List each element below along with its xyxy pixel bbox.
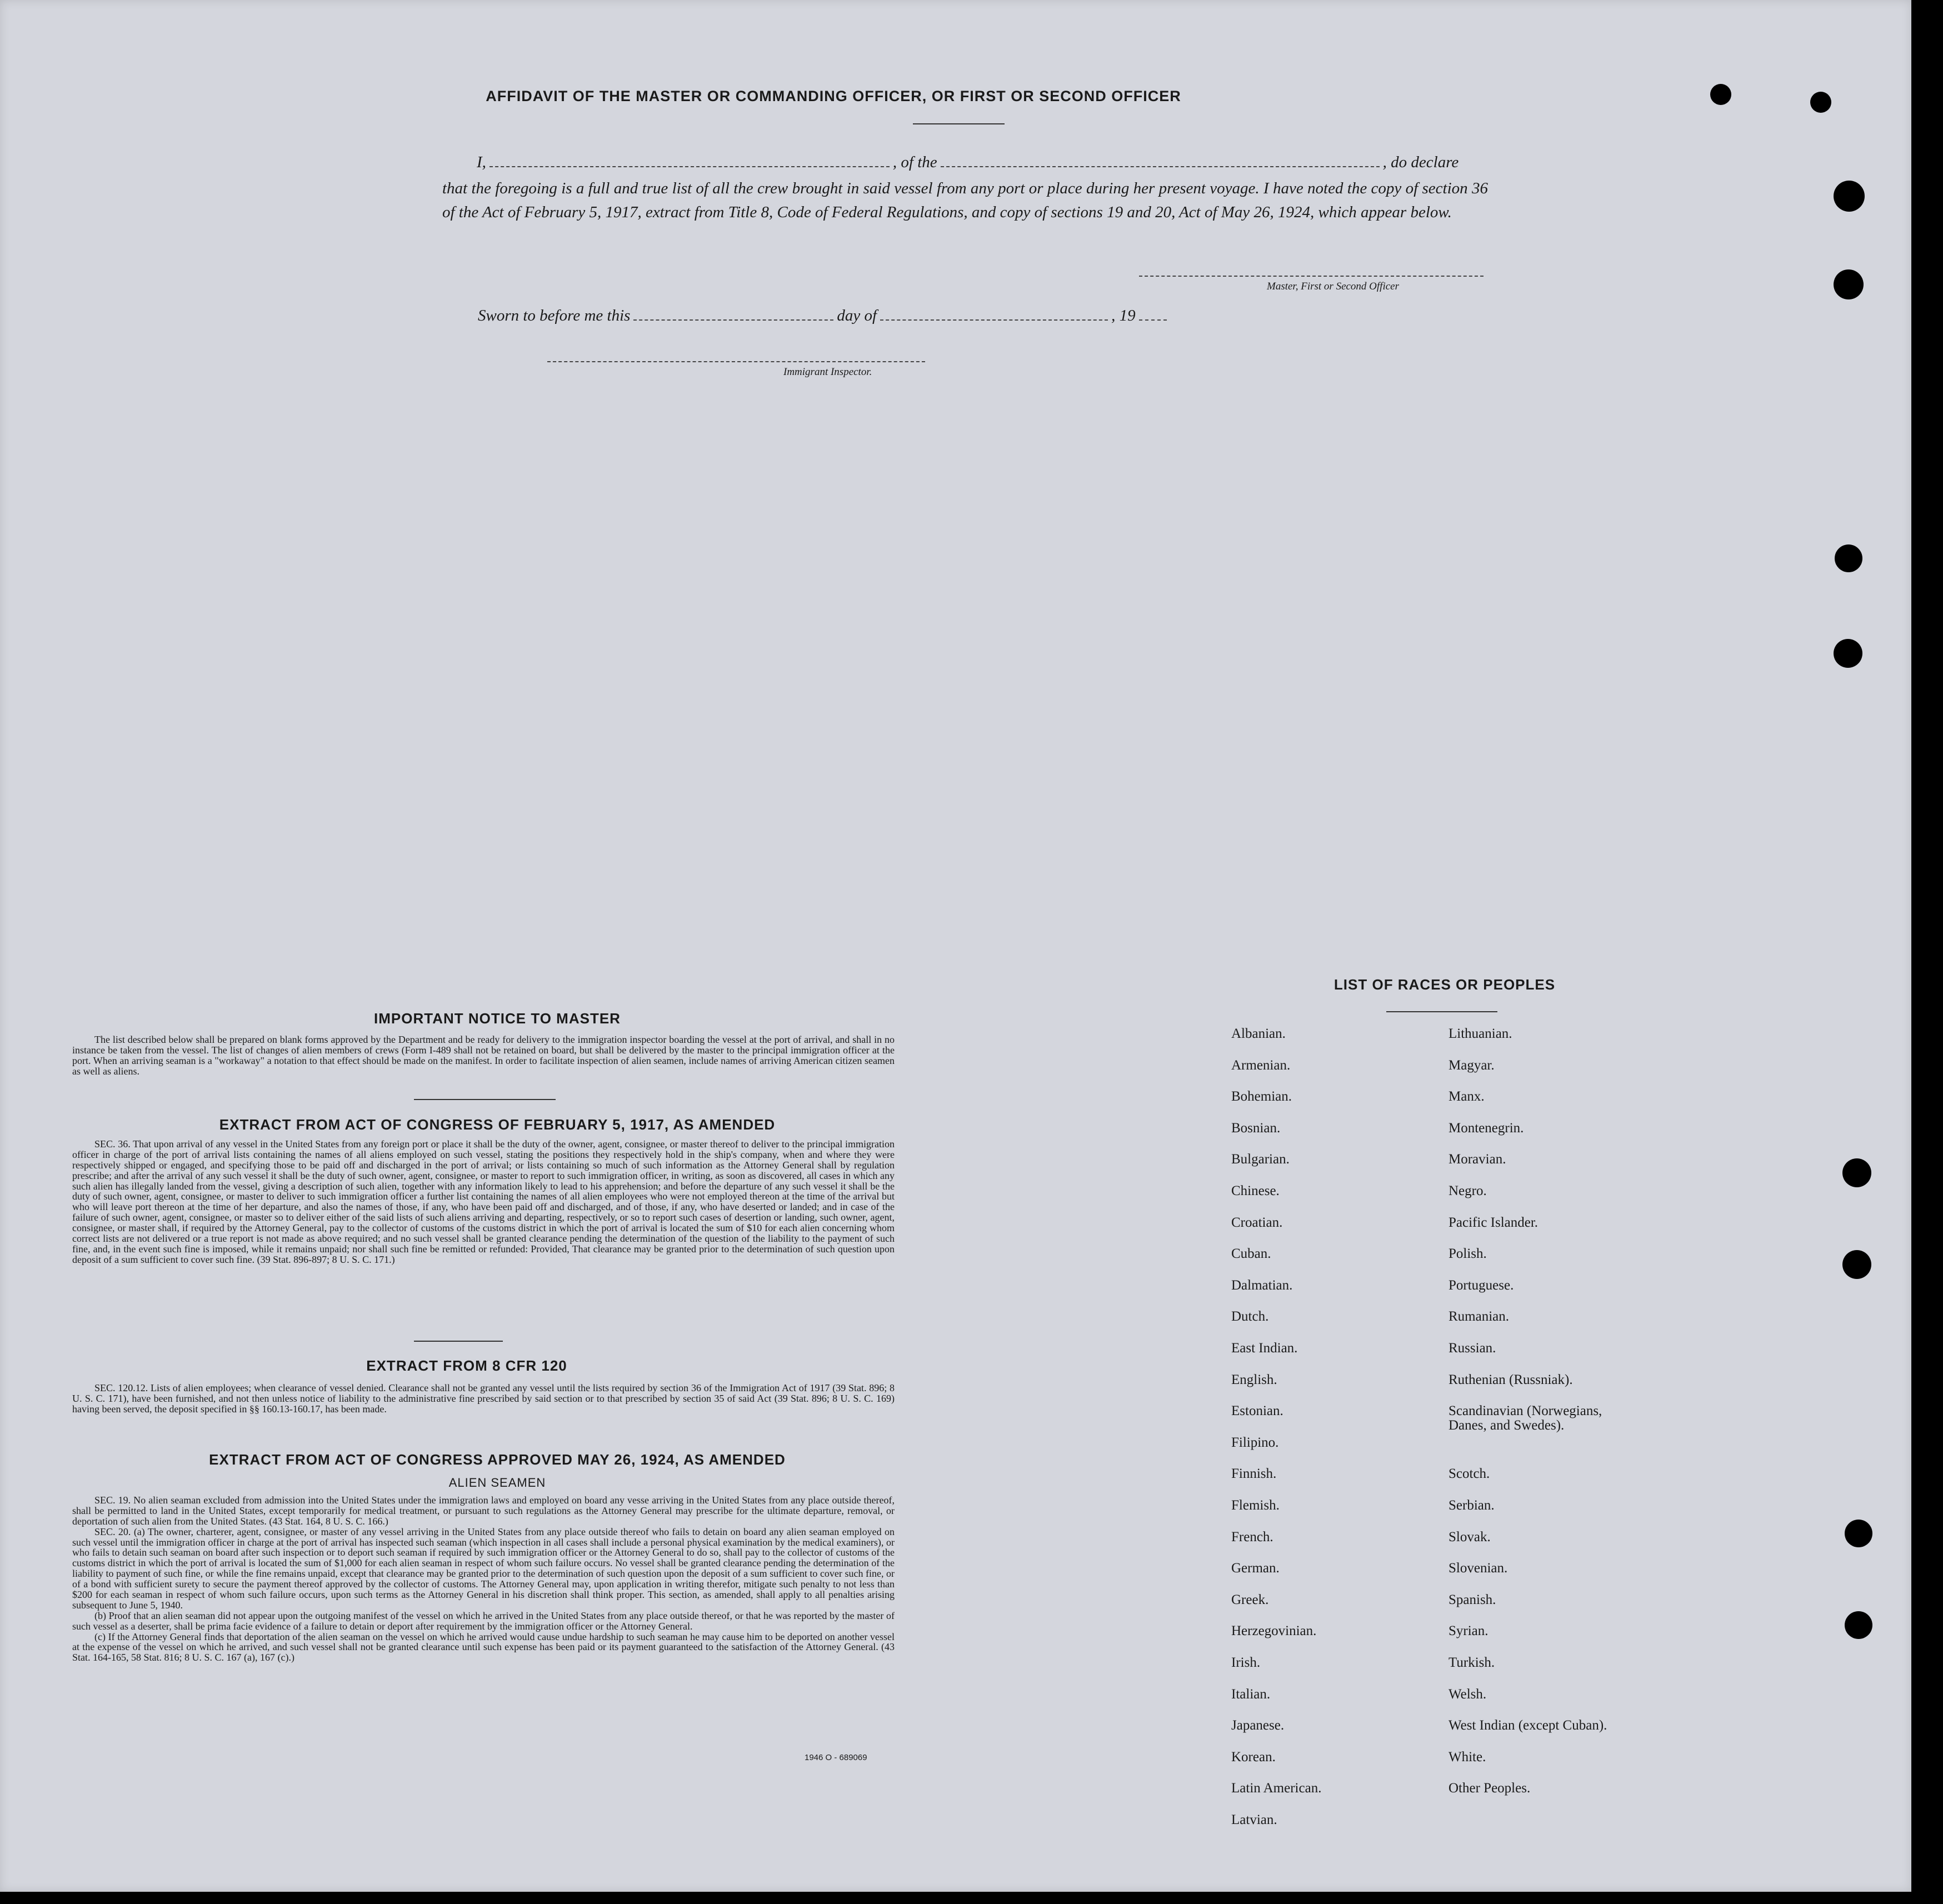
year-label: , 19 xyxy=(1111,307,1136,324)
extract-1917-text xyxy=(72,1139,895,1265)
race-item: West Indian (except Cuban). xyxy=(1448,1718,1607,1733)
i-label: I, xyxy=(477,153,486,171)
punch-hole xyxy=(1845,1611,1872,1639)
section-20a-paragraph: SEC. 20. (a) The owner, charterer, agent, consignee, or master of any vessel arriving in the United States from any place outside thereof who fails to detain on board any alien seaman employed on such vessel until the immigration officer in charge at the port of arrival has inspected such seaman (which inspection in all cases shall include a personal physical examination by the medical examiners), or who fails to detain such seaman on board after such inspection or to deport such seaman if required by such immigration officer or the Attorney General to do so, shall pay to the collector of customs of the customs district in which the port of arrival is located the sum of $1,000 for each alien seaman in respect of whom such failure occurs. No vessel shall be granted clearance pending the determination of the liability to payment of such fine, or while the fine remains unpaid, except that clearance may be granted prior to the determination of such question upon the deposit of a sum sufficient to cover such fine, or of a bond with sufficient surety to secure the payment thereof approved by the collector of customs. The Attorney General may, upon application in writing therefor, mitigate such penalty to not less than $200 for each seaman in respect of whom such failure occurs, upon such terms as the Attorney General in his discretion shall think proper. This section, as amended, shall apply to all penalties arising subsequent to June 5, 1940. xyxy=(72,1526,895,1611)
races-title: LIST OF RACES OR PEOPLES xyxy=(1333,976,1556,993)
inspector-caption: Immigrant Inspector. xyxy=(783,366,872,378)
extract-cfr-text xyxy=(72,1383,895,1415)
affidavit-body: that the foregoing is a full and true list of all the crew brought in said vessel from any port or place during her present voyage. I have noted the copy of section 36 of the Act of February 5, 1917, extract from Title 8, Code of Federal Regulations, and copy of sections 19 and 20, Act of May 26, 1924, which appear below. xyxy=(442,179,1488,221)
section-20b-paragraph: (b) Proof that an alien seaman did not appear upon the outgoing manifest of the vessel on which he arrived in the United States from any place outside thereof, or that he was reported by the master of such vessel as a deserter, shall be prima facie evidence of a failure to detain or deport after requirement by the immigration officer or the Attorney General. xyxy=(72,1610,895,1632)
punch-hole xyxy=(1835,544,1862,572)
extract-cfr-paragraph: SEC. 120.12. Lists of alien employees; when clearance of vessel denied. Clearance shall not be granted any vessel until the lists required by section 36 of the Immigration Act of 1917 (39 Stat. 896; 8 U. S. C. 171), have been furnished, and not then unless notice of liability to the administrative fine prescribed by said section or to that prescribed by section 35 of said Act (39 Stat. 896; 8 U. S. C. 169) having been served, the deposit specified in §§ 160.13-160.17, has been made. xyxy=(72,1382,895,1415)
section-19-paragraph: SEC. 19. No alien seaman excluded from admission into the United States under the immigration laws and employed on board any vesse arriving in the United States from any place outside thereof, shall be permitted to land in the United States, except temporarily for medical treatment, or pursuant to such regulations as the Attorney General may prescribe for the ultimate departure, removal, or deportation of such alien from the United States. (43 Stat. 164, 8 U. S. C. 166.) xyxy=(72,1495,895,1527)
race-item: Magyar. xyxy=(1448,1057,1495,1073)
race-item: Bohemian. xyxy=(1231,1089,1292,1105)
of-the-label: , of the xyxy=(892,153,937,171)
race-item: Herzegovinian. xyxy=(1231,1623,1317,1639)
punch-hole xyxy=(1710,84,1731,105)
day-of-label: day of xyxy=(837,307,877,324)
name-field[interactable] xyxy=(490,166,890,167)
race-item: Pacific Islander. xyxy=(1448,1215,1539,1230)
punch-hole xyxy=(1845,1520,1872,1547)
race-item: Slovak. xyxy=(1448,1529,1491,1545)
race-item: Slovenian. xyxy=(1448,1561,1508,1576)
notice-title: IMPORTANT NOTICE TO MASTER xyxy=(374,1010,621,1027)
race-item: Rumanian. xyxy=(1448,1309,1510,1325)
race-item: French. xyxy=(1231,1529,1273,1545)
sworn-label: Sworn to before me this xyxy=(478,307,631,324)
punch-hole xyxy=(1834,639,1862,668)
punch-hole xyxy=(1834,181,1865,212)
race-item: Italian. xyxy=(1231,1686,1271,1702)
race-item: Armenian. xyxy=(1231,1057,1291,1073)
race-item: Cuban. xyxy=(1231,1246,1271,1262)
divider xyxy=(913,123,1005,124)
race-item: Bulgarian. xyxy=(1231,1152,1290,1167)
vessel-field[interactable] xyxy=(941,166,1380,167)
race-item: Polish. xyxy=(1448,1246,1487,1262)
race-item: English. xyxy=(1231,1372,1277,1387)
race-item: Scandinavian (Norwegians, Danes, and Swedes). xyxy=(1448,1403,1602,1433)
notice-text xyxy=(72,1035,895,1077)
race-item: Lithuanian. xyxy=(1448,1026,1512,1041)
race-item: Chinese. xyxy=(1231,1183,1280,1198)
race-item: Flemish. xyxy=(1231,1498,1280,1513)
year-field[interactable] xyxy=(1139,319,1167,321)
sworn-line xyxy=(478,307,1256,325)
divider xyxy=(414,1341,503,1342)
master-caption: Master, First or Second Officer xyxy=(1267,281,1400,292)
race-item: Scotch. xyxy=(1448,1466,1490,1482)
race-item: Filipino. xyxy=(1231,1435,1279,1450)
extract-cfr-title: EXTRACT FROM 8 CFR 120 xyxy=(366,1357,567,1374)
affidavit-title: AFFIDAVIT OF THE MASTER OR COMMANDING OFFICER, OR FIRST OR SECOND OFFICER xyxy=(486,88,1181,104)
race-item: Ruthenian (Russniak). xyxy=(1448,1372,1573,1387)
month-field[interactable] xyxy=(880,319,1108,321)
race-item: Portuguese. xyxy=(1448,1277,1514,1293)
race-item: Irish. xyxy=(1231,1655,1261,1670)
divider xyxy=(414,1099,556,1100)
extract-1924-subtitle: ALIEN SEAMEN xyxy=(448,1476,546,1490)
section-20c-paragraph: (c) If the Attorney General finds that deportation of the alien seaman on the vessel on which he arrived would cause undue hardship to such seaman he may cause him to be deported on another vessel at the expense of the vessel on which he arrived, and such vessel shall not be granted clearance until such expense has been paid or its payment guaranteed to the satisfaction of the Attorney General. (43 Stat. 164-165, 58 Stat. 816; 8 U. S. C. 167 (a), 167 (c).) xyxy=(72,1631,895,1663)
race-item: Moravian. xyxy=(1448,1152,1506,1167)
race-item: Dutch. xyxy=(1231,1309,1269,1325)
inspector-signature-line[interactable] xyxy=(547,361,925,362)
race-item: Other Peoples. xyxy=(1448,1781,1531,1796)
race-item: Estonian. xyxy=(1231,1403,1283,1419)
do-declare-label: , do declare xyxy=(1382,153,1459,171)
race-item: Korean. xyxy=(1231,1749,1276,1765)
race-item: Turkish. xyxy=(1448,1655,1495,1670)
punch-hole xyxy=(1834,269,1864,299)
race-item: Montenegrin. xyxy=(1448,1120,1524,1136)
race-item: Bosnian. xyxy=(1231,1120,1281,1136)
day-field[interactable] xyxy=(633,319,833,321)
race-item: Syrian. xyxy=(1448,1623,1489,1639)
extract-1917-title: EXTRACT FROM ACT OF CONGRESS OF FEBRUARY 5, 1917, AS AMENDED xyxy=(219,1116,776,1133)
extract-1924-title: EXTRACT FROM ACT OF CONGRESS APPROVED MAY 26, 1924, AS AMENDED xyxy=(209,1451,786,1468)
extract-1924-text xyxy=(72,1495,895,1663)
race-item: Russian. xyxy=(1448,1341,1496,1356)
race-item: Greek. xyxy=(1231,1592,1269,1607)
race-item: Manx. xyxy=(1448,1089,1485,1105)
race-item: Latin American. xyxy=(1231,1781,1322,1796)
race-item: Latvian. xyxy=(1231,1812,1277,1827)
race-item: Finnish. xyxy=(1231,1466,1277,1482)
race-item: Croatian. xyxy=(1231,1215,1283,1230)
race-item: Albanian. xyxy=(1231,1026,1286,1041)
race-item: Spanish. xyxy=(1448,1592,1496,1607)
extract-1917-paragraph: SEC. 36. That upon arrival of any vessel in the United States from any foreign port or place it shall be the duty of the owner, agent, consignee, or master thereof to deliver to the principal immigration officer in charge of the port of arrival lists containing the names of all aliens employed on such vessel, stating the positions they respectively hold in the ship's company, when and where they were respectively shipped or engaged, and specifying those to be paid off and discharged in the port of arrival; or lists containing so much of such information as the Attorney General shall by regulation prescribe; and after the arrival of any such vessel it shall be the duty of such owner, agent, consignee, or master to report to such immigration officer, in writing, as soon as discovered, all cases in which any such alien has illegally landed from the vessel, giving a description of such alien, together with any information likely to lead to his apprehension; and before the departure of any such vessel it shall be the duty of such owner, agent, consignee, or master to deliver to such immigration officer a further list containing the names of all alien employees who were not employed thereon at the time of the arrival but who will leave port thereon at the time of her departure, and also the names of those, if any, who have been paid off and discharged, and of those, if any, who have deserted or landed; and in case of the failure of such owner, agent, consignee, or master so to deliver either of the said lists of such aliens arriving and departing, respectively, or so to report such cases of desertion or landing, such owner, agent, consignee, or master shall, if required by the Attorney General, pay to the collector of customs of the customs district in which the port of arrival is located the sum of $10 for each alien concerning whom correct lists are not delivered or a true report is not made as above required; and no such vessel shall be granted clearance pending the determination of the question of the liability to the payment of such fine, and, in the event such fine is imposed, while it remains unpaid; nor shall such fine be remitted or refunded: Provided, That clearance may be granted prior to the determination of such question upon deposit of a sum sufficient to cover such fine. (39 Stat. 896-897; 8 U. S. C. 171.) xyxy=(72,1138,895,1265)
race-item: Serbian. xyxy=(1448,1498,1495,1513)
affidavit-first-line xyxy=(477,153,1488,172)
print-code: 1946 O - 689069 xyxy=(805,1753,867,1762)
punch-hole xyxy=(1842,1250,1871,1279)
race-item: East Indian. xyxy=(1231,1341,1298,1356)
punch-hole xyxy=(1842,1158,1871,1187)
race-item: Japanese. xyxy=(1231,1718,1285,1733)
race-item: White. xyxy=(1448,1749,1486,1765)
master-signature-line[interactable] xyxy=(1139,276,1484,277)
race-item: Negro. xyxy=(1448,1183,1487,1198)
divider xyxy=(1386,1011,1497,1012)
notice-paragraph: The list described below shall be prepared on blank forms approved by the Department and be ready for delivery to the immigration inspector boarding the vessel at the port of arrival, and shall in no instance be taken from the vessel. The list of changes of alien members of crews (Form I-489 shall not be retained on board, but shall be delivered by the master to the principal immigration officer at the port. When an arriving seaman is a "workaway" a notation to that effect should be made on the manifest. In order to facilitate inspection of alien seamen, include names of arriving American citizen seamen as well as aliens. xyxy=(72,1034,895,1077)
race-item: Welsh. xyxy=(1448,1686,1487,1702)
race-item: German. xyxy=(1231,1561,1280,1576)
punch-hole xyxy=(1810,92,1831,113)
race-item: Dalmatian. xyxy=(1231,1277,1293,1293)
